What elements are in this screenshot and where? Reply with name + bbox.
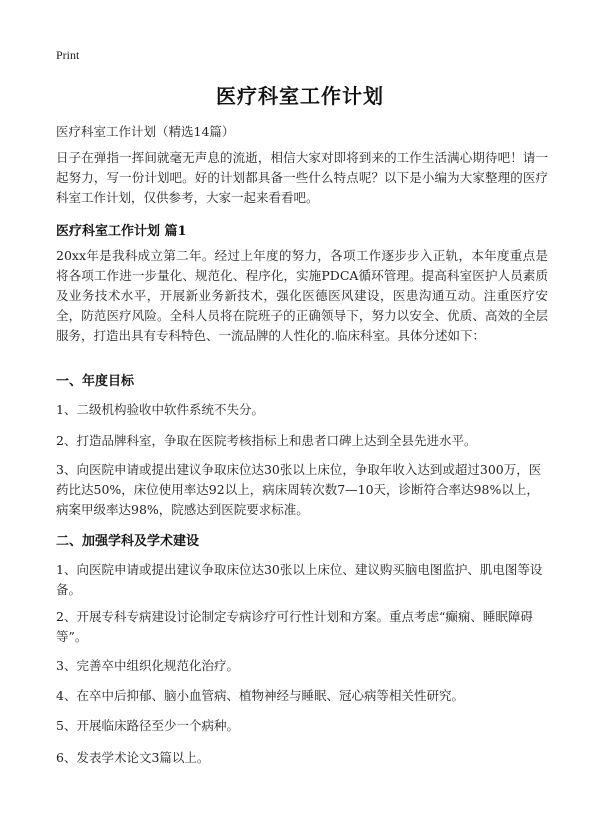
discipline-item: 1、向医院申请或提出建议争取床位达30张以上床位、建议购买脑电图监护、肌电图等设备。 xyxy=(56,562,543,597)
section-heading-part1: 医疗科室工作计划 篇1 xyxy=(56,224,187,239)
discipline-item: 5、开展临床路径至少一个病种。 xyxy=(56,718,239,733)
section-heading-goals: 一、年度目标 xyxy=(56,374,135,389)
goal-item: 2、打造品牌科室，争取在医院考核指标上和患者口碑上达到全县先进水平。 xyxy=(56,433,477,448)
page-title: 医疗科室工作计划 xyxy=(216,84,384,108)
goal-item: 1、二级机构验收中软件系统不失分。 xyxy=(56,402,264,417)
discipline-item: 4、在卒中后抑郁、脑小血管病、植物神经与睡眠、冠心病等相关性研究。 xyxy=(56,688,464,703)
discipline-item: 3、完善卒中组织化规范化治疗。 xyxy=(56,658,239,673)
intro-paragraph: 日子在弹指一挥间就毫无声息的流逝，相信大家对即将到来的工作生活满心期待吧！请一起努力，写一份计划吧。好的计划都具备一些什么特点呢？以下是小编为大家整理的医疗科室工作计划，仅供参考，大家一起来看看吧。 xyxy=(56,150,548,205)
discipline-item: 6、发表学术论文3篇以上。 xyxy=(56,750,210,765)
discipline-item: 2、开展专科专病建设讨论制定专病诊疗可行性计划和方案。重点考虑“癫痫、睡眠障碍等”。 xyxy=(56,609,533,644)
document-subtitle: 医疗科室工作计划（精选14篇） xyxy=(56,124,235,139)
goal-item: 3、向医院申请或提出建议争取床位达30张以上床位，争取年收入达到或超过300万，医药比达50%，床位使用率达92以上，病床周转次数7—10天，诊断符合率达98%以上，病案甲级率达98%，院感达到医院要求标准。 xyxy=(56,462,542,517)
print-label[interactable]: Print xyxy=(56,48,80,62)
section-heading-discipline: 二、加强学科及学术建设 xyxy=(56,534,200,549)
section1-body-paragraph: 20xx年是我科成立第二年。经过上年度的努力，各项工作逐步步入正轨，本年度重点是将各项工作进一步量化、规范化、程序化，实施PDCA循环管理。提高科室医护人员素质及业务技术水平，开展新业务新技术，强化医德医风建设，医患沟通互动。注重医疗安全，防范医疗风险。全科人员将在院班子的正确领导下，努力以安全、优质、高效的全层服务，打造出具有专科特色、一流品牌的人性化的.临床科室。具体分述如下： xyxy=(56,248,548,343)
